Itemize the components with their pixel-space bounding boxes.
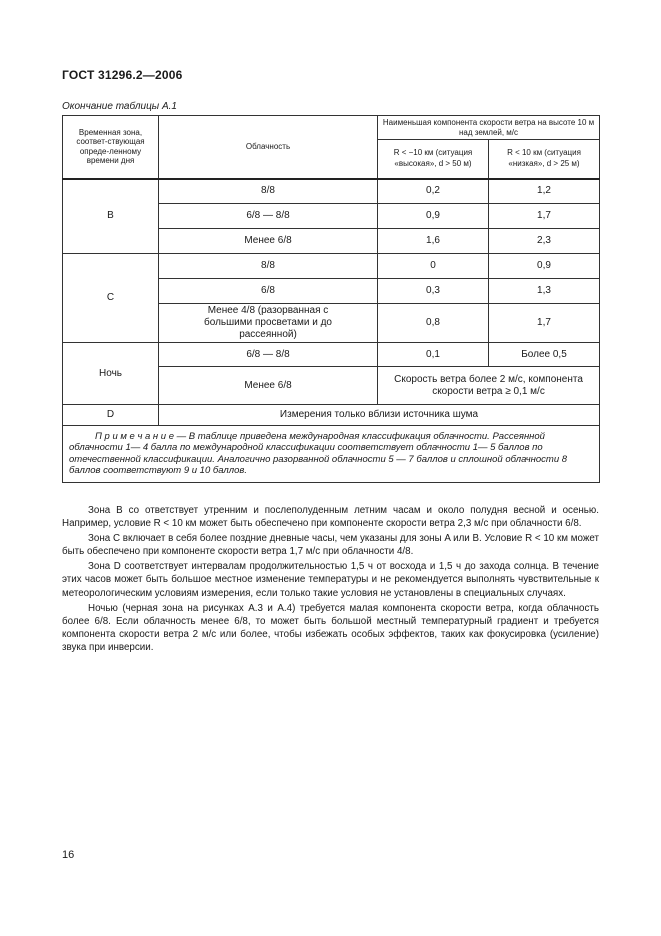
value-cell: 0,1 (378, 343, 489, 367)
value-cell: 0,3 (378, 279, 489, 304)
cloudiness-cell: 8/8 (159, 254, 378, 279)
paragraph: Ночью (черная зона на рисунках A.3 и A.4) требуется малая компонента скорости ветра, когда облачность более 6/8. Если облачность менее 6/8, то может быть большой местный температурный градиент и требуется компонента скорости ветра 2 м/с или более, чтобы избежать особых эффектов, таких как фокусировка (усиление) звука при инверсии. (62, 602, 599, 653)
cloudiness-cell: 6/8 — 8/8 (159, 343, 378, 367)
cloudiness-cell: 8/8 (159, 179, 378, 204)
cloudiness-cell: Менее 6/8 (159, 367, 378, 405)
table-row (63, 179, 600, 204)
cloudiness-cell: 6/8 — 8/8 (159, 204, 378, 229)
value-cell: 1,7 (489, 204, 600, 229)
cloudiness-cell: 6/8 (159, 279, 378, 304)
paragraph: Зона D соответствует интервалам продолжительностью 1,5 ч от восхода и 1,5 ч до захода солнца. В течение этих часов может быть большое местное изменение температуры и не рекомендуется выполнять чувствительные к метеорологическим условиям измерения, если только такие условия не установлены в специальных случаях. (62, 561, 599, 599)
value-cell: 1,2 (489, 179, 600, 204)
value-cell: 0,9 (378, 204, 489, 229)
zone-cell: B (63, 179, 159, 254)
header-wind-component: Наименьшая компонента скорости ветра на высоте 10 м над землей, м/с (378, 116, 600, 140)
page-number: 16 (62, 849, 75, 861)
value-cell: 1,3 (489, 279, 600, 304)
standard-number: ГОСТ 31296.2—2006 (62, 68, 183, 82)
header-cloudiness: Облачность (159, 116, 378, 179)
table-note-row (63, 426, 600, 483)
zone-cell: Ночь (63, 343, 159, 405)
cloudiness-wind-table (62, 115, 600, 483)
value-cell: 0,8 (378, 304, 489, 343)
header-low-situation: R < 10 км (ситуация «низкая», d > 25 м) (489, 140, 600, 179)
value-cell: 0 (378, 254, 489, 279)
zone-cell: D (63, 405, 159, 426)
value-cell: Более 0,5 (489, 343, 600, 367)
note-label: П р и м е ч а н и е (95, 431, 174, 442)
cloudiness-cell: Менее 4/8 (разорванная с большими просветами и до рассеянной) (159, 304, 378, 343)
value-cell: 2,3 (489, 229, 600, 254)
value-cell: 0,9 (489, 254, 600, 279)
table-row (63, 254, 600, 279)
paragraph: Зона C включает в себя более поздние дневные часы, чем указаны для зоны A или B. Условие R < 10 км может быть обеспечено при компоненте скорости ветра 1,7 м/с при облачности 4/8. (62, 533, 599, 558)
zone-cell: C (63, 254, 159, 343)
measurement-note-cell: Измерения только вблизи источника шума (159, 405, 600, 426)
value-cell: 0,2 (378, 179, 489, 204)
body-text (62, 504, 599, 656)
header-high-situation: R < −10 км (ситуация «высокая», d > 50 м) (378, 140, 489, 179)
table-row (63, 405, 600, 426)
value-cell: 1,6 (378, 229, 489, 254)
value-cell: 1,7 (489, 304, 600, 343)
table-caption: Окончание таблицы А.1 (62, 101, 177, 112)
paragraph: Зона B со ответствует утренним и послеполуденным летним часам и около полудня весной и осенью. Например, условие R < 10 км может быть обеспечено при компоненте скорости ветра 2,3 м/с при облачности 6/8. (62, 505, 599, 530)
table-note (63, 426, 600, 483)
table-row (63, 343, 600, 367)
merged-value-cell: Скорость ветра более 2 м/с, компонента скорости ветра ≥ 0,1 м/с (378, 367, 600, 405)
cloudiness-cell: Менее 6/8 (159, 229, 378, 254)
header-time-zone: Временная зона, соответ-ствующая опреде-ленному времени дня (63, 116, 159, 179)
note-text: — В таблице приведена международная классификация облачности. Рассеянной облачности 1— 4 балла по международной классификации соответствует облачности 1— 5 баллов по отечественной классификации. Аналогично разорванной облачности 5 — 7 баллов и сплошной облачности 8 баллов соответствуют 9 и 10 баллов. (69, 431, 568, 477)
